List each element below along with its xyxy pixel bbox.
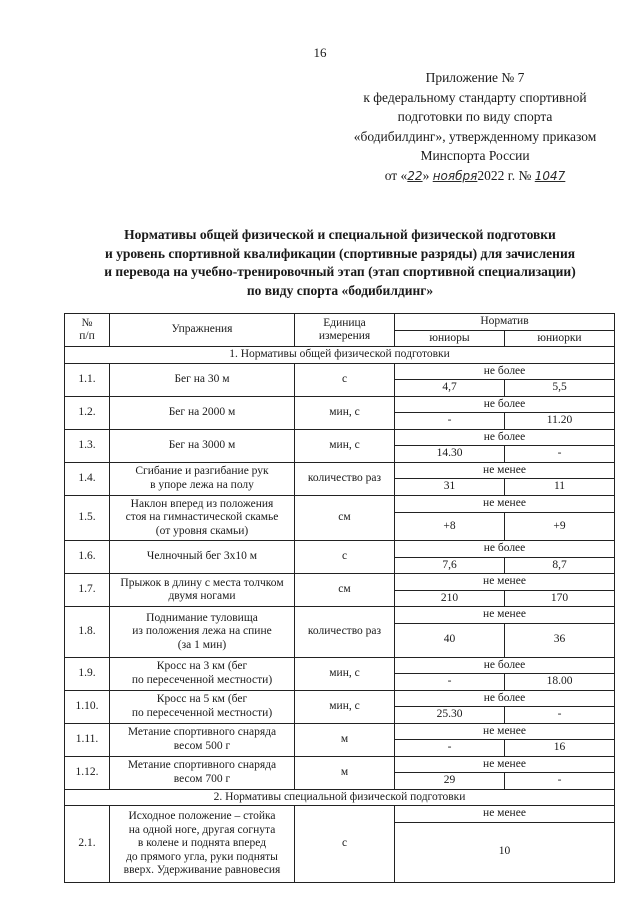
norm-value-juniors-m: 4,7: [395, 380, 505, 397]
section-title: 1. Нормативы общей физической подготовки: [65, 347, 615, 364]
norm-value-juniors-m: -: [395, 674, 505, 691]
header-exercise: Упражнения: [110, 314, 295, 347]
header-juniors-f: юниорки: [505, 330, 615, 347]
row-number: 1.1.: [65, 363, 110, 396]
row-number: 1.8.: [65, 607, 110, 658]
exercise-name: Сгибание и разгибание рук в упоре лежа на полу: [110, 462, 295, 496]
table-row: [65, 541, 615, 558]
norm-value-juniors-f: -: [505, 446, 615, 463]
table-row: [65, 396, 615, 413]
exercise-name: Бег на 30 м: [110, 363, 295, 396]
norm-value-juniors-m: +8: [395, 513, 505, 541]
norm-value-juniors-m: -: [395, 740, 505, 757]
date-day-handwritten: 22: [407, 168, 423, 183]
section-title: 2. Нормативы специальной физической подготовки: [65, 789, 615, 806]
norm-value-juniors-f: 8,7: [505, 557, 615, 574]
row-number: 1.7.: [65, 574, 110, 607]
norm-condition: не менее: [395, 723, 615, 740]
exercise-name: Кросс на 3 км (бег по пересеченной местности): [110, 657, 295, 690]
norm-value-juniors-m: -: [395, 413, 505, 430]
exercise-name: Поднимание туловища из положения лежа на спине (за 1 мин): [110, 607, 295, 658]
unit-of-measure: с: [295, 806, 395, 883]
norm-condition: не более: [395, 396, 615, 413]
unit-of-measure: см: [295, 496, 395, 541]
unit-of-measure: количество раз: [295, 462, 395, 496]
table-row: [65, 496, 615, 513]
norm-condition: не более: [395, 429, 615, 446]
norm-value-juniors-m: 25.30: [395, 707, 505, 724]
header-row: [65, 314, 615, 331]
unit-of-measure: мин, с: [295, 429, 395, 462]
row-number: 1.4.: [65, 462, 110, 496]
unit-of-measure: мин, с: [295, 657, 395, 690]
row-number: 1.6.: [65, 541, 110, 574]
unit-of-measure: мин, с: [295, 690, 395, 723]
row-number: 1.9.: [65, 657, 110, 690]
date-prefix: от «: [384, 167, 408, 183]
exercise-name: Челночный бег 3x10 м: [110, 541, 295, 574]
document-title: [60, 226, 620, 300]
table-row: [65, 806, 615, 823]
table-row: [65, 574, 615, 591]
norm-value-juniors-m: 14.30: [395, 446, 505, 463]
order-number-handwritten: 1047: [534, 168, 566, 183]
norm-value-juniors-f: 11: [505, 479, 615, 496]
exercise-name: Прыжок в длину с места толчком двумя ногами: [110, 574, 295, 607]
table-row: [65, 429, 615, 446]
unit-of-measure: мин, с: [295, 396, 395, 429]
row-number: 1.5.: [65, 496, 110, 541]
appendix-line: Минспорта России: [420, 148, 530, 163]
exercise-name: Кросс на 5 км (бег по пересеченной местности): [110, 690, 295, 723]
exercise-name: Исходное положение – стойка на одной ноге, другая согнута в колене и поднята вперед до прямого угла, руки подняты вверх. Удерживание равновесия: [110, 806, 295, 883]
table-row: [65, 363, 615, 380]
norm-value-juniors-f: 36: [505, 623, 615, 657]
exercise-name: Бег на 2000 м: [110, 396, 295, 429]
norm-condition: не менее: [395, 462, 615, 479]
norm-value-juniors-m: 31: [395, 479, 505, 496]
date-month-handwritten: ноября: [432, 168, 478, 183]
norm-value-both: 10: [395, 822, 615, 882]
norm-condition: не более: [395, 541, 615, 558]
table-row: [65, 657, 615, 674]
row-number: 1.3.: [65, 429, 110, 462]
table-row: [65, 756, 615, 773]
appendix-header: [330, 68, 620, 186]
table-row: [65, 723, 615, 740]
norm-value-juniors-f: 16: [505, 740, 615, 757]
header-num: № п/п: [65, 314, 110, 347]
norm-condition: не более: [395, 657, 615, 674]
date-mid: »: [422, 167, 430, 183]
appendix-line: «бодибилдинг», утвержденному приказом: [353, 128, 597, 144]
date-year: 2022 г. №: [477, 167, 532, 183]
header-unit: Единица измерения: [295, 314, 395, 347]
row-number: 1.2.: [65, 396, 110, 429]
norm-condition: не менее: [395, 756, 615, 773]
title-line: и уровень спортивной квалификации (спортивные разряды) для зачисления: [104, 245, 576, 261]
row-number: 1.11.: [65, 723, 110, 756]
norm-condition: не менее: [395, 607, 615, 624]
exercise-name: Метание спортивного снаряда весом 500 г: [110, 723, 295, 756]
appendix-line: Приложение № 7: [425, 70, 525, 85]
exercise-name: Метание спортивного снаряда весом 700 г: [110, 756, 295, 789]
norm-value-juniors-f: -: [505, 773, 615, 790]
appendix-line: к федеральному стандарту спортивной: [363, 89, 587, 105]
norm-condition: не менее: [395, 574, 615, 591]
norm-value-juniors-f: -: [505, 707, 615, 724]
unit-of-measure: количество раз: [295, 607, 395, 658]
row-number: 2.1.: [65, 806, 110, 883]
table-row: [65, 607, 615, 624]
unit-of-measure: с: [295, 363, 395, 396]
norm-value-juniors-f: 11.20: [505, 413, 615, 430]
norm-value-juniors-m: 29: [395, 773, 505, 790]
section-row: [65, 789, 615, 806]
header-juniors-m: юниоры: [395, 330, 505, 347]
unit-of-measure: с: [295, 541, 395, 574]
title-line: по виду спорта «бодибилдинг»: [246, 282, 434, 298]
unit-of-measure: м: [295, 723, 395, 756]
norm-value-juniors-f: 18.00: [505, 674, 615, 691]
title-line: Нормативы общей физической и специальной физической подготовки: [124, 227, 556, 242]
norm-value-juniors-f: 170: [505, 590, 615, 607]
standards-table: [64, 313, 615, 883]
table-row: [65, 690, 615, 707]
header-norm: Норматив: [395, 314, 615, 331]
norm-condition: не менее: [395, 806, 615, 823]
exercise-name: Наклон вперед из положения стоя на гимнастической скамье (от уровня скамьи): [110, 496, 295, 541]
norm-value-juniors-f: +9: [505, 513, 615, 541]
norm-value-juniors-m: 40: [395, 623, 505, 657]
appendix-date-line: [330, 166, 620, 187]
norm-condition: не более: [395, 363, 615, 380]
appendix-line: подготовки по виду спорта: [397, 109, 553, 124]
norm-value-juniors-m: 210: [395, 590, 505, 607]
row-number: 1.10.: [65, 690, 110, 723]
page-number: 16: [313, 45, 327, 60]
norm-condition: не менее: [395, 496, 615, 513]
table-body: [65, 314, 615, 883]
title-line: и перевода на учебно-тренировочный этап (этап спортивной специализации): [104, 264, 576, 279]
row-number: 1.12.: [65, 756, 110, 789]
norm-value-juniors-m: 7,6: [395, 557, 505, 574]
unit-of-measure: м: [295, 756, 395, 789]
unit-of-measure: см: [295, 574, 395, 607]
table-row: [65, 462, 615, 479]
exercise-name: Бег на 3000 м: [110, 429, 295, 462]
norm-value-juniors-f: 5,5: [505, 380, 615, 397]
section-row: [65, 347, 615, 364]
norm-condition: не более: [395, 690, 615, 707]
